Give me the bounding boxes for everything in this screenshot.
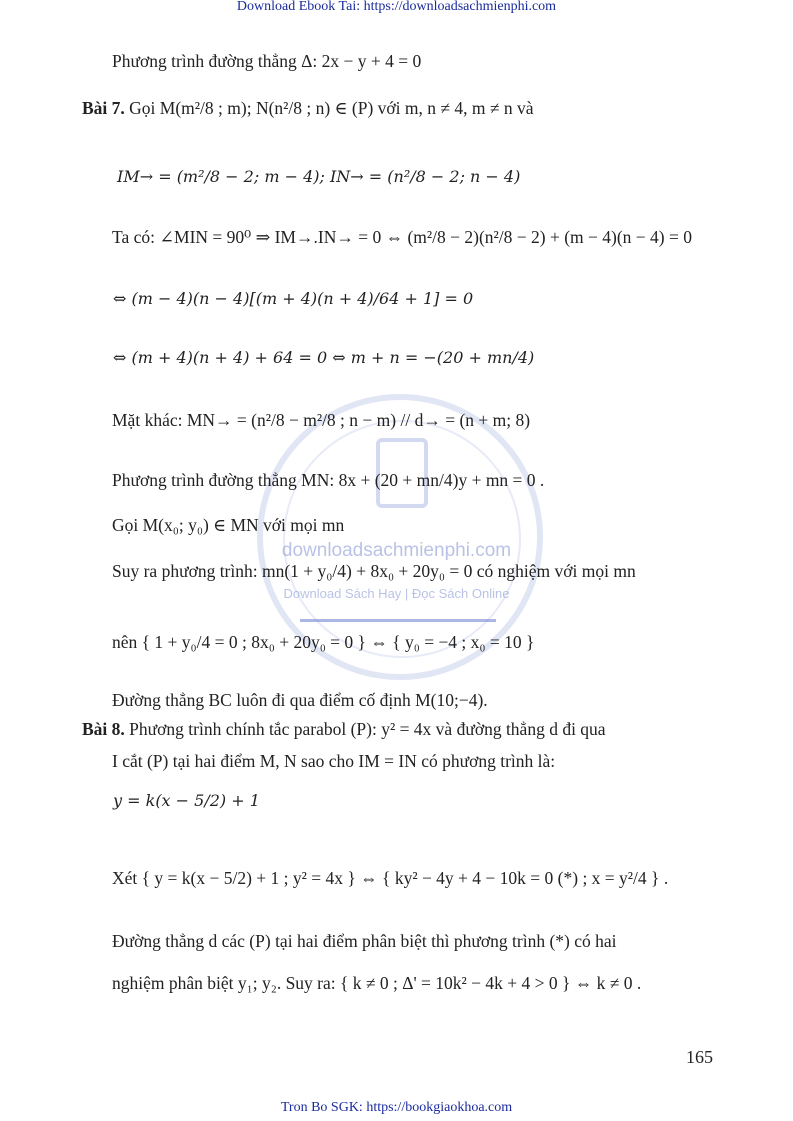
line-10: Suy ra phương trình: mn(1 + y₀/4) + 8x₀ + 20y₀ = 0 có nghiệm với mọi mn	[112, 561, 636, 581]
line-14: I cắt (P) tại hai điểm M, N sao cho IM = IN có phương trình là:	[112, 751, 556, 771]
line-8: Phương trình đường thẳng MN: 8x + (20 + mn/4)y + mn = 0 .	[112, 470, 545, 490]
line-6: ⇔ (m + 4)(n + 4) + 64 = 0 ⇔ m + n = −(20 + mn/4)	[113, 348, 535, 367]
header-link[interactable]: Download Ebook Tai: https://downloadsachmienphi.com	[236, 0, 557, 14]
watermark-url: downloadsachmienphi.com	[281, 540, 512, 561]
bai7-intro: Gọi M(m²/8 ; m); N(n²/8 ; n) ∈ (P) với m, n ≠ 4, m ≠ n và	[129, 98, 534, 118]
line-4: Ta có: ∠MIN = 90⁰ ⇒ IM→.IN→ = 0 ⇔ (m²/8 − 2)(n²/8 − 2) + (m − 4)(n − 4) = 0	[112, 227, 692, 247]
line-15: y = k(x − 5/2) + 1	[113, 791, 260, 810]
line-12: Đường thẳng BC luôn đi qua điểm cố định M(10;−4).	[112, 690, 488, 710]
watermark-divider	[300, 619, 496, 622]
page-number: 165	[686, 1047, 713, 1067]
line-3: IM→ = (m²/8 − 2; m − 4); IN→ = (n²/8 − 2; n − 4)	[117, 167, 521, 186]
line-11: nên { 1 + y₀/4 = 0 ; 8x₀ + 20y₀ = 0 } ⇔ { y₀ = −4 ; x₀ = 10 }	[112, 632, 535, 652]
line-16: Xét { y = k(x − 5/2) + 1 ; y² = 4x } ⇔ { ky² − 4y + 4 − 10k = 0 (*) ; x = y²/4 } .	[112, 868, 669, 888]
line-17: Đường thẳng d các (P) tại hai điểm phân biệt thì phương trình (*) có hai	[112, 931, 617, 951]
bai7-label: Bài 7.	[82, 98, 125, 118]
line-1: Phương trình đường thẳng Δ: 2x − y + 4 = 0	[112, 51, 422, 71]
watermark-tagline: Download Sách Hay | Đọc Sách Online	[283, 586, 510, 601]
footer-link[interactable]: Tron Bo SGK: https://bookgiaokhoa.com	[280, 1100, 513, 1115]
bai8-heading	[82, 718, 606, 740]
line-9: Gọi M(x₀; y₀) ∈ MN với mọi mn	[112, 515, 345, 535]
line-7: Mặt khác: MN→ = (n²/8 − m²/8 ; n − m) // d→ = (n + m; 8)	[112, 410, 531, 430]
line-18: nghiệm phân biệt y₁; y₂. Suy ra: { k ≠ 0 ; Δ' = 10k² − 4k + 4 > 0 } ⇔ k ≠ 0 .	[112, 973, 642, 993]
line-5: ⇔ (m − 4)(n − 4)[(m + 4)(n + 4)/64 + 1] = 0	[113, 289, 474, 308]
bai7-heading	[82, 97, 534, 119]
bai8-label: Bài 8.	[82, 719, 125, 739]
bai8-intro: Phương trình chính tắc parabol (P): y² = 4x và đường thẳng d đi qua	[129, 719, 606, 739]
